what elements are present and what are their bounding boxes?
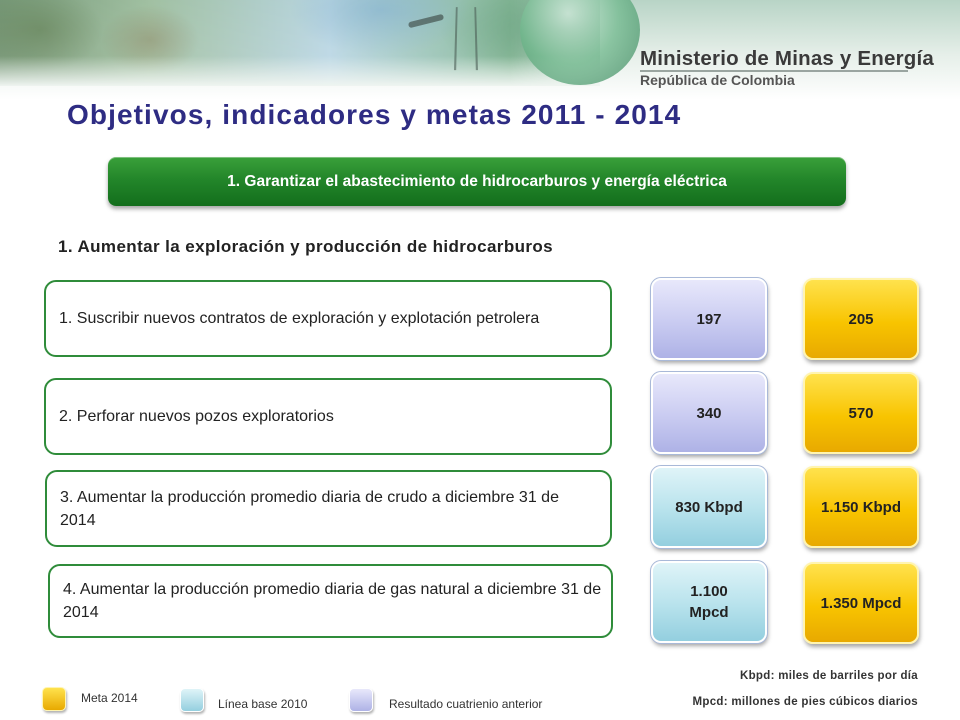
meta-box-3 <box>803 466 919 548</box>
baseline-value-4 <box>689 581 728 623</box>
objective-3 <box>45 470 612 547</box>
previous-result-box-2 <box>651 372 767 454</box>
objective-2-label: 2. Perforar nuevos pozos exploratorios <box>59 408 334 425</box>
baseline-box-3 <box>651 466 767 548</box>
previous-result-1: 197 <box>696 310 722 328</box>
ministry-name: Ministerio de Minas y Energía <box>640 47 935 70</box>
legend-previous-label: Resultado cuatrienio anterior <box>389 697 543 711</box>
objective-4 <box>48 564 613 638</box>
legend-meta-swatch <box>42 687 66 711</box>
legend-previous-swatch <box>349 688 373 712</box>
goal-banner-label: 1. Garantizar el abastecimiento de hidrocarburos y energía eléctrica <box>227 172 727 190</box>
note-mpcd: Mpcd: millones de pies cúbicos diarios <box>692 696 918 708</box>
meta-value-2: 570 <box>848 404 874 422</box>
meta-box-2 <box>803 372 919 454</box>
legend-meta-label: Meta 2014 <box>81 691 138 705</box>
note-kbpd: Kbpd: miles de barriles por día <box>739 670 918 682</box>
baseline-value-3: 830 Kbpd <box>675 498 743 516</box>
objective-2 <box>44 378 612 455</box>
objective-1 <box>44 280 612 357</box>
objective-4-label: 4. Aumentar la producción promedio diaria de gas natural a diciembre 31 de 2014 <box>63 581 602 621</box>
country-name: República de Colombia <box>640 72 795 88</box>
baseline-box-4 <box>651 561 767 643</box>
baseline-value-4-number: 1.100 <box>690 583 728 600</box>
meta-value-1: 205 <box>848 310 874 328</box>
legend-baseline-swatch <box>180 688 204 712</box>
legend-baseline-label: Línea base 2010 <box>218 697 308 711</box>
baseline-value-4-unit: Mpcd <box>689 604 729 621</box>
page-title: Objetivos, indicadores y metas 2011 - 2014 <box>67 99 682 130</box>
meta-box-4 <box>803 562 919 644</box>
goal-banner <box>108 157 846 206</box>
meta-value-4: 1.350 Mpcd <box>820 594 902 612</box>
section-subtitle: 1. Aumentar la exploración y producción de hidrocarburos <box>58 237 554 256</box>
objective-3-label: 3. Aumentar la producción promedio diaria de crudo a diciembre 31 de 2014 <box>60 488 559 529</box>
header-photo-collage <box>0 0 600 86</box>
power-tower-icon <box>454 7 478 70</box>
previous-result-box-1 <box>651 278 767 360</box>
meta-value-3: 1.150 Kbpd <box>820 498 902 516</box>
meta-box-1 <box>803 278 919 360</box>
previous-result-2: 340 <box>696 404 722 422</box>
objective-1-label: 1. Suscribir nuevos contratos de exploración y explotación petrolera <box>59 310 540 327</box>
